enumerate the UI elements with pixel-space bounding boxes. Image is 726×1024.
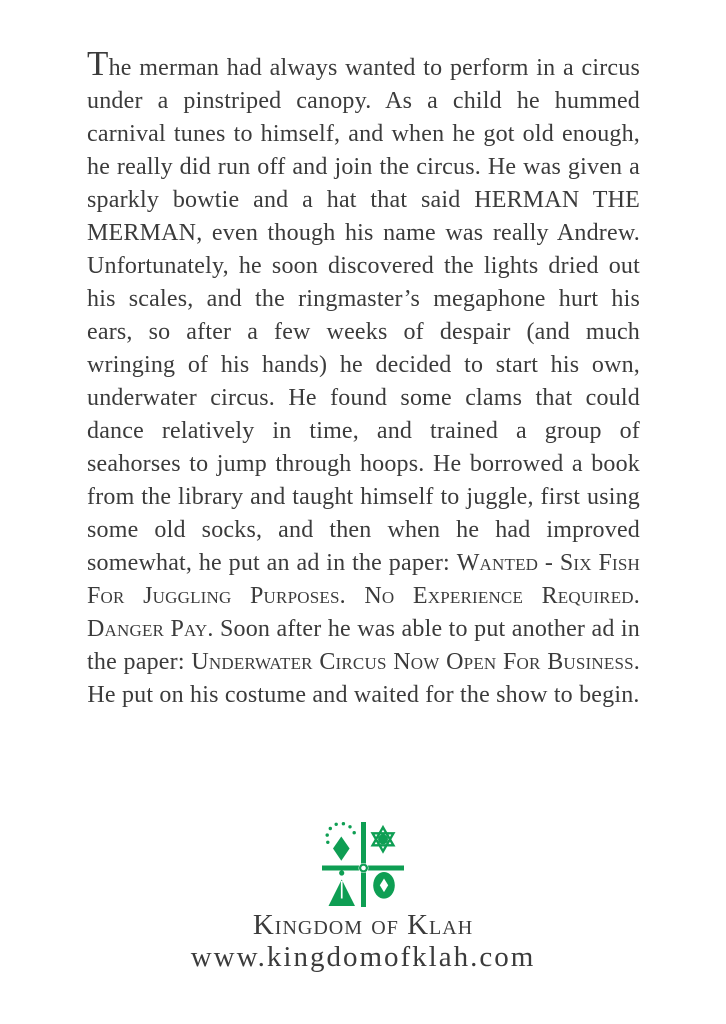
story-part-1: he merman had always wanted to perform in a circus under a pinstriped canopy. As a child he hummed carnival tunes to himself, and when he got old enough, he really did run off and join the circus. He was given a sparkly bowtie and a hat that said HERMAN THE MERMAN, even though his name was really Andrew. Unfortunately, he soon discovered the lights dried out his scales, and the ringmaster’s megaphone hurt his ears, so after a few weeks of despair (and much wringing of his hands) he decided to start his own, underwater circus. He found some clams that could dance relatively in time, and trained a group of seahorses to jump through hoops. He borrowed a book from the library and taught himself to juggle, first using some old socks, and then when he had improved somewhat, he put an ad in the paper:: [87, 55, 640, 576]
oval-diamond-icon: [373, 872, 395, 899]
story-paragraph: [87, 44, 641, 712]
story-ad-1: Wanted - Six Fish For Juggling Purposes. No Experience Required. Danger Pay.: [87, 550, 641, 642]
story-part-2: Soon after he was able to put another ad in the paper:: [87, 616, 640, 675]
info-triangle-icon: [329, 870, 356, 906]
brand-name: Kingdom of Klah: [252, 909, 474, 941]
star-of-david-icon: [373, 827, 394, 851]
story-part-3: He put on his costume and waited for the show to begin.: [87, 682, 640, 708]
story-ad-2: Underwater Circus Now Open For Business.: [191, 649, 640, 675]
story-text-block: [87, 44, 641, 712]
website-url: www.kingdomofklah.com: [190, 941, 536, 973]
kingdom-of-klah-logo: [322, 822, 404, 907]
diamond-icon: [333, 837, 350, 861]
center-ring-icon: [359, 863, 369, 873]
drop-cap: T: [87, 44, 109, 83]
logo-svg: [322, 822, 404, 907]
